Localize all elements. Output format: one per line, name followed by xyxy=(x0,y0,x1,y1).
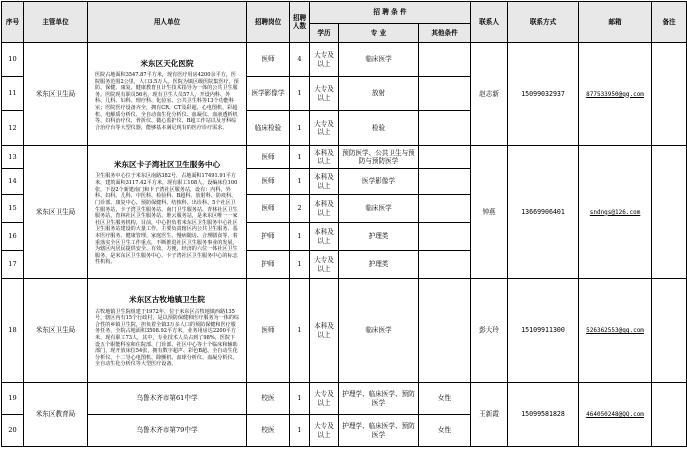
seq-cell: 15 xyxy=(2,195,24,223)
recruitment-table xyxy=(1,1,687,447)
unit-description: 医院占地面积3547.87平方米，现有医疗用房4200余平方，医院服务范围2公里，人口3.5万人。医院为镇区级医院集医疗、预防、保健、康复、健康教育且计生技术指导为一体的公共卫生服务。医院现有职员56名，现有卫生人员57人，开设内科、外科、儿科、妇科、理疗科、化验室、公共卫生科等13个功能科室；医院医疗设备齐全，拥有CR、CT及彩超、心电图机、彩超机、电解质分析仪、全自动血生化分析仪、血凝仪、血液透析机等，妇科治疗仪、骨折仪、微心监护仪、B超工作站以及牙科综合治疗台等大型仪器，能够基本满足现有的医疗诊疗需求。 xyxy=(95,72,239,131)
education-cell: 本科及以上 xyxy=(310,279,339,383)
contact-phone-cell: 15099581828 xyxy=(508,383,579,447)
education-cell: 大专及以上 xyxy=(310,43,339,77)
header-remark: 备注 xyxy=(652,2,687,43)
position-cell: 医师 xyxy=(247,43,290,77)
major-cell: 护理学、临床医学、预防医学 xyxy=(339,415,419,447)
education-cell: 本科及以上 xyxy=(310,169,339,195)
email-cell xyxy=(579,43,652,146)
education-cell: 大专及以上 xyxy=(310,111,339,146)
count-cell: 1 xyxy=(290,279,310,383)
count-cell: 1 xyxy=(290,251,310,279)
remark-cell xyxy=(652,146,687,279)
header-email: 邮箱 xyxy=(579,2,652,43)
position-cell: 护师 xyxy=(247,223,290,251)
remark-cell xyxy=(652,279,687,383)
contact-person-cell: 赵志新 xyxy=(471,43,508,146)
seq-cell: 12 xyxy=(2,111,24,146)
education-cell: 本科及以上 xyxy=(310,223,339,251)
seq-cell: 14 xyxy=(2,169,24,195)
header-contact-person: 联系人 xyxy=(471,2,508,43)
other-cell: 女性 xyxy=(419,383,471,415)
other-cell xyxy=(419,169,471,195)
position-cell: 临床检验 xyxy=(247,111,290,146)
header-position: 招聘岗位 xyxy=(247,2,290,43)
header-contact-method: 联系方式 xyxy=(508,2,579,43)
email-link[interactable]: 526362553@qq.com xyxy=(586,327,644,335)
email-cell xyxy=(579,279,652,383)
count-cell: 1 xyxy=(290,223,310,251)
table-row xyxy=(2,383,687,415)
position-cell: 医师 xyxy=(247,279,290,383)
unit-name: 米东区古牧地镇卫生院 xyxy=(129,295,205,305)
remark-cell xyxy=(652,383,687,447)
email-cell xyxy=(579,146,652,279)
contact-person-cell: 王新霞 xyxy=(471,383,508,447)
contact-phone-cell: 15109911300 xyxy=(508,279,579,383)
email-cell xyxy=(579,383,652,447)
unit-description: 卫生服务中心位于米东区南路382号，占地面积17491.91平方米，建筑面积3117.42平方米。现有职工108人，设编床位100张，下设2个新建南门和卡子湾社区服务站，设有：内科、外科、妇科、儿科、中医科、检验科、B超科、放射科、防疫科、门诊部、康复中心、预防保健科、结核科、出诊科、5个社区卫生服务站，卡子湾卫生服务站、南门卫生服务站、青林社区卫生服务站、育林社区卫生服务站、堆云服务站，是米东区唯一一家社区卫生服务机构，目前，中心担负着米东区卫生服务中心社区卫生服务站建设的大量工作，主要负责辖区内公共卫生服务、基本医疗服务、健康管理、家庭医生、慢病随访、合理膳食等，着重落实全区卫生工作重点，不断推进社区卫生服务事业的发展，为辖区内居民提供安全、有效、方便、经济的六位一体社区卫生服务，是米东区卫生服务中心、卡子湾社区卫生服务中心的标志性机构。 xyxy=(95,173,238,266)
employer-cell: 乌鲁木齐市第79中学 xyxy=(88,415,247,447)
supervisor-cell: 米东区卫生局 xyxy=(24,43,88,146)
other-cell xyxy=(419,251,471,279)
employer-cell: 乌鲁木齐市第61中学 xyxy=(88,383,247,415)
header-row-1 xyxy=(2,2,687,24)
employer-cell xyxy=(88,279,247,383)
email-link[interactable]: 877533950@qq.com xyxy=(586,90,644,98)
contact-person-cell: 彭大玲 xyxy=(471,279,508,383)
header-supervisor: 主管单位 xyxy=(24,2,88,43)
seq-cell: 17 xyxy=(2,251,24,279)
major-cell: 临床医学 xyxy=(339,195,419,223)
seq-cell: 16 xyxy=(2,223,24,251)
other-cell xyxy=(419,111,471,146)
seq-cell: 10 xyxy=(2,43,24,77)
supervisor-cell: 米东区教育局 xyxy=(24,383,88,447)
position-cell: 医师 xyxy=(247,146,290,169)
count-cell: 1 xyxy=(290,111,310,146)
major-cell: 检验 xyxy=(339,111,419,146)
position-cell: 医师 xyxy=(247,169,290,195)
education-cell: 本科及以上 xyxy=(310,146,339,169)
seq-cell: 11 xyxy=(2,77,24,111)
position-cell: 校医 xyxy=(247,383,290,415)
header-other: 其他条件 xyxy=(419,24,471,43)
major-cell: 护理类 xyxy=(339,251,419,279)
employer-cell xyxy=(88,146,247,279)
header-major: 专 业 xyxy=(339,24,419,43)
count-cell: 4 xyxy=(290,43,310,77)
position-cell: 医师 xyxy=(247,195,290,223)
education-cell: 大专及以上 xyxy=(310,251,339,279)
unit-name: 米东区卡子湾社区卫生服务中心 xyxy=(113,159,221,169)
header-employer: 用人单位 xyxy=(88,2,247,43)
seq-cell: 19 xyxy=(2,383,24,415)
seq-cell: 18 xyxy=(2,279,24,383)
major-cell: 护理类 xyxy=(339,223,419,251)
email-link[interactable]: 464050248@QQ.com xyxy=(586,411,644,419)
major-cell: 临床医学 xyxy=(339,279,419,383)
other-cell xyxy=(419,279,471,383)
major-cell: 医学影像学 xyxy=(339,169,419,195)
supervisor-cell: 米东区卫生局 xyxy=(24,279,88,383)
position-cell: 校医 xyxy=(247,415,290,447)
count-cell: 2 xyxy=(290,195,310,223)
education-cell: 大专及以上 xyxy=(310,415,339,447)
major-cell: 临床医学 xyxy=(339,43,419,77)
education-cell: 大专及以上 xyxy=(310,77,339,111)
other-cell xyxy=(419,146,471,169)
major-cell: 预防医学、公共卫生与预防与预防医学 xyxy=(339,146,419,169)
major-cell: 护理学、临床医学、预防医学 xyxy=(339,383,419,415)
other-cell xyxy=(419,43,471,77)
contact-phone-cell: 13669906401 xyxy=(508,146,579,279)
other-cell: 女性 xyxy=(419,415,471,447)
contact-phone-cell: 15099032937 xyxy=(508,43,579,146)
table-row xyxy=(2,279,687,383)
position-cell: 护师 xyxy=(247,251,290,279)
count-cell: 1 xyxy=(290,383,310,415)
seq-cell: 13 xyxy=(2,146,24,169)
other-cell xyxy=(419,195,471,223)
table-row xyxy=(2,146,687,169)
position-cell: 医学影像学 xyxy=(247,77,290,111)
unit-name: 米东区天化医院 xyxy=(140,58,194,68)
count-cell: 1 xyxy=(290,169,310,195)
count-cell: 1 xyxy=(290,77,310,111)
remark-cell xyxy=(652,43,687,146)
other-cell xyxy=(419,77,471,111)
header-seq: 序号 xyxy=(2,2,24,43)
education-cell: 大专及以上 xyxy=(310,383,339,415)
table-row xyxy=(2,43,687,77)
other-cell xyxy=(419,223,471,251)
major-cell: 放射 xyxy=(339,77,419,111)
header-count: 招聘人数 xyxy=(290,2,310,43)
email-link[interactable]: sndngs@126.com xyxy=(589,208,641,216)
contact-person-cell: 钟燕 xyxy=(471,146,508,279)
employer-cell xyxy=(88,43,247,146)
header-conditions: 招 聘 条 件 xyxy=(310,2,471,24)
header-education: 学历 xyxy=(310,24,339,43)
count-cell: 1 xyxy=(290,415,310,447)
count-cell: 1 xyxy=(290,146,310,169)
seq-cell: 20 xyxy=(2,415,24,447)
education-cell: 本科及以上 xyxy=(310,195,339,223)
unit-description: 古牧地镇卫生院组建于1972年，位于米东区古牧地镇西路135号，辖区内有15个行政村，是以预防保健和医疗服务为一体的综合性的乡镇卫生院，担负着全镇3万多人口的预防保健和医疗服务任务，全院占地面积3508.92平方米，业务用房达2200平方米，现有职工73人，其中，专业技术人员占到了98%，医院下设五个职能科室和住院部、门诊部、社区中心等十个临床和辅助部门，现开放床位54张，拥有数字超声、彩色B超、全自动生化分析仪、十二导心电图机、除颤机、血球分析仪、血凝分析仪、全自动生化分析仪等大型医疗设备。 xyxy=(95,308,240,368)
supervisor-cell: 米东区卫生局 xyxy=(24,146,88,279)
